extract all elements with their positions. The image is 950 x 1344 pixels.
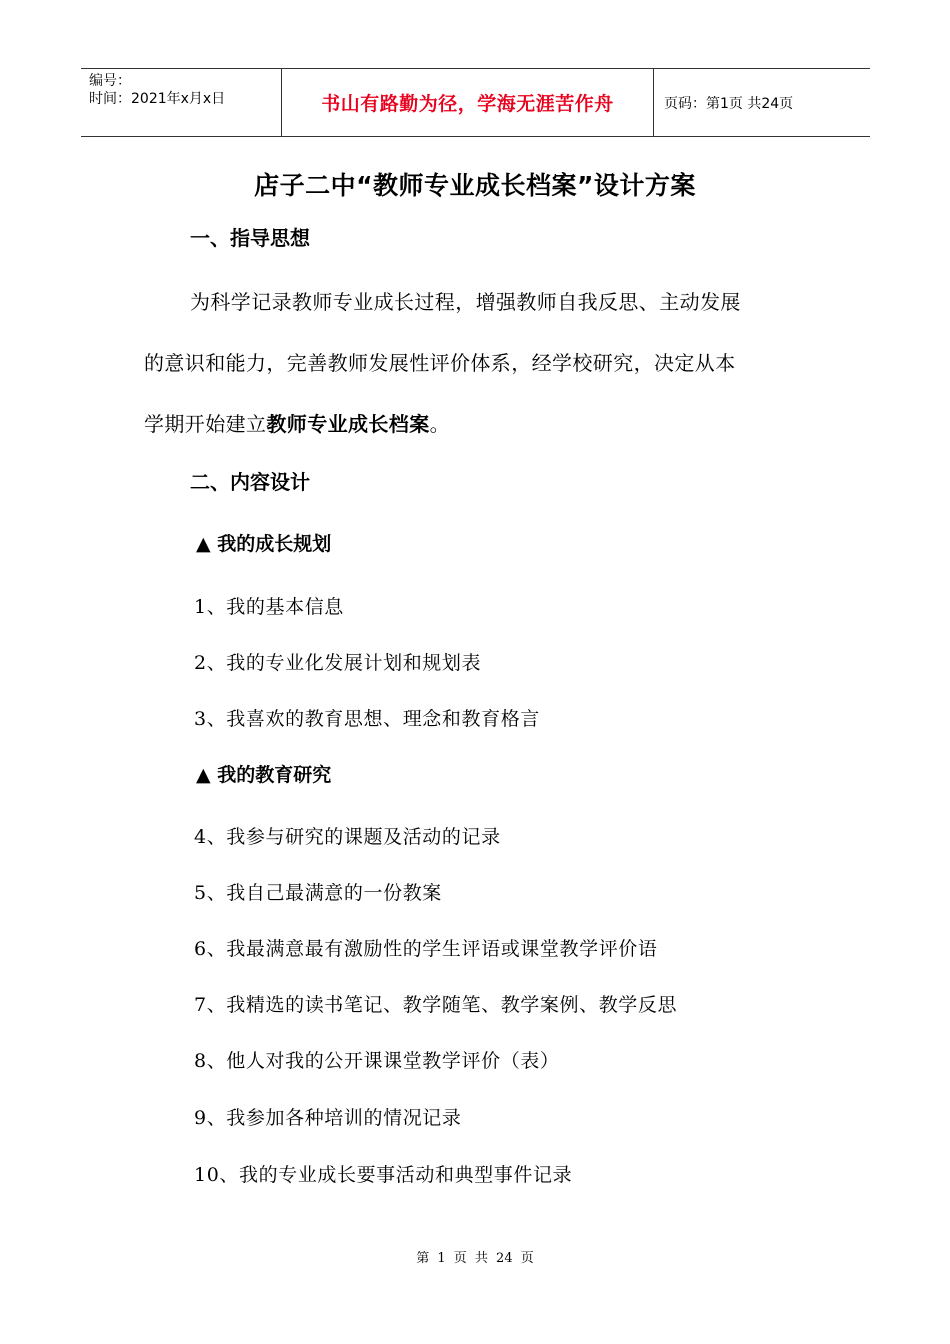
page-footer: 第 1 页 共 24 页 xyxy=(416,1251,534,1266)
list-item: 1、我的基本信息 xyxy=(194,596,344,618)
subheading-growth-plan: ▲ 我的成长规划 xyxy=(196,533,332,555)
list-item: 5、我自己最满意的一份教案 xyxy=(194,882,442,904)
page-header xyxy=(81,68,870,137)
list-item: 3、我喜欢的教育思想、理念和教育格言 xyxy=(194,708,540,730)
number-label: 编号： xyxy=(89,73,131,89)
paragraph-line-3 xyxy=(144,408,450,437)
list-item: 2、我的专业化发展计划和规划表 xyxy=(194,652,482,674)
list-item: 9、我参加各种培训的情况记录 xyxy=(194,1107,462,1129)
paragraph-line-3-text: 学期开始建立 xyxy=(144,412,267,436)
header-meta xyxy=(81,69,281,136)
section-heading-guiding-thought: 一、指导思想 xyxy=(190,226,310,250)
header-page-info: 页码：第1页 共24页 xyxy=(664,95,794,112)
paragraph-line-3-end: 。 xyxy=(429,412,451,436)
paragraph-line-3-bold: 教师专业成长档案 xyxy=(266,412,430,436)
time-label: 时间：2021年x月x日 xyxy=(89,91,226,107)
document-title: 店子二中“教师专业成长档案”设计方案 xyxy=(254,171,696,200)
section-heading-content-design: 二、内容设计 xyxy=(190,470,310,494)
list-item: 8、他人对我的公开课课堂教学评价（表） xyxy=(194,1050,560,1072)
header-motto: 书山有路勤为径，学海无涯苦作舟 xyxy=(281,69,654,136)
subheading-education-research: ▲ 我的教育研究 xyxy=(196,764,332,786)
list-item: 10、我的专业成长要事活动和典型事件记录 xyxy=(194,1164,573,1186)
paragraph-line-2: 的意识和能力，完善教师发展性评价体系，经学校研究，决定从本 xyxy=(144,351,736,375)
list-item: 7、我精选的读书笔记、教学随笔、教学案例、教学反思 xyxy=(194,994,678,1016)
list-item: 4、我参与研究的课题及活动的记录 xyxy=(194,826,501,848)
list-item: 6、我最满意最有激励性的学生评语或课堂教学评价语 xyxy=(194,938,658,960)
paragraph-line-1: 为科学记录教师专业成长过程，增强教师自我反思、主动发展 xyxy=(190,290,741,314)
